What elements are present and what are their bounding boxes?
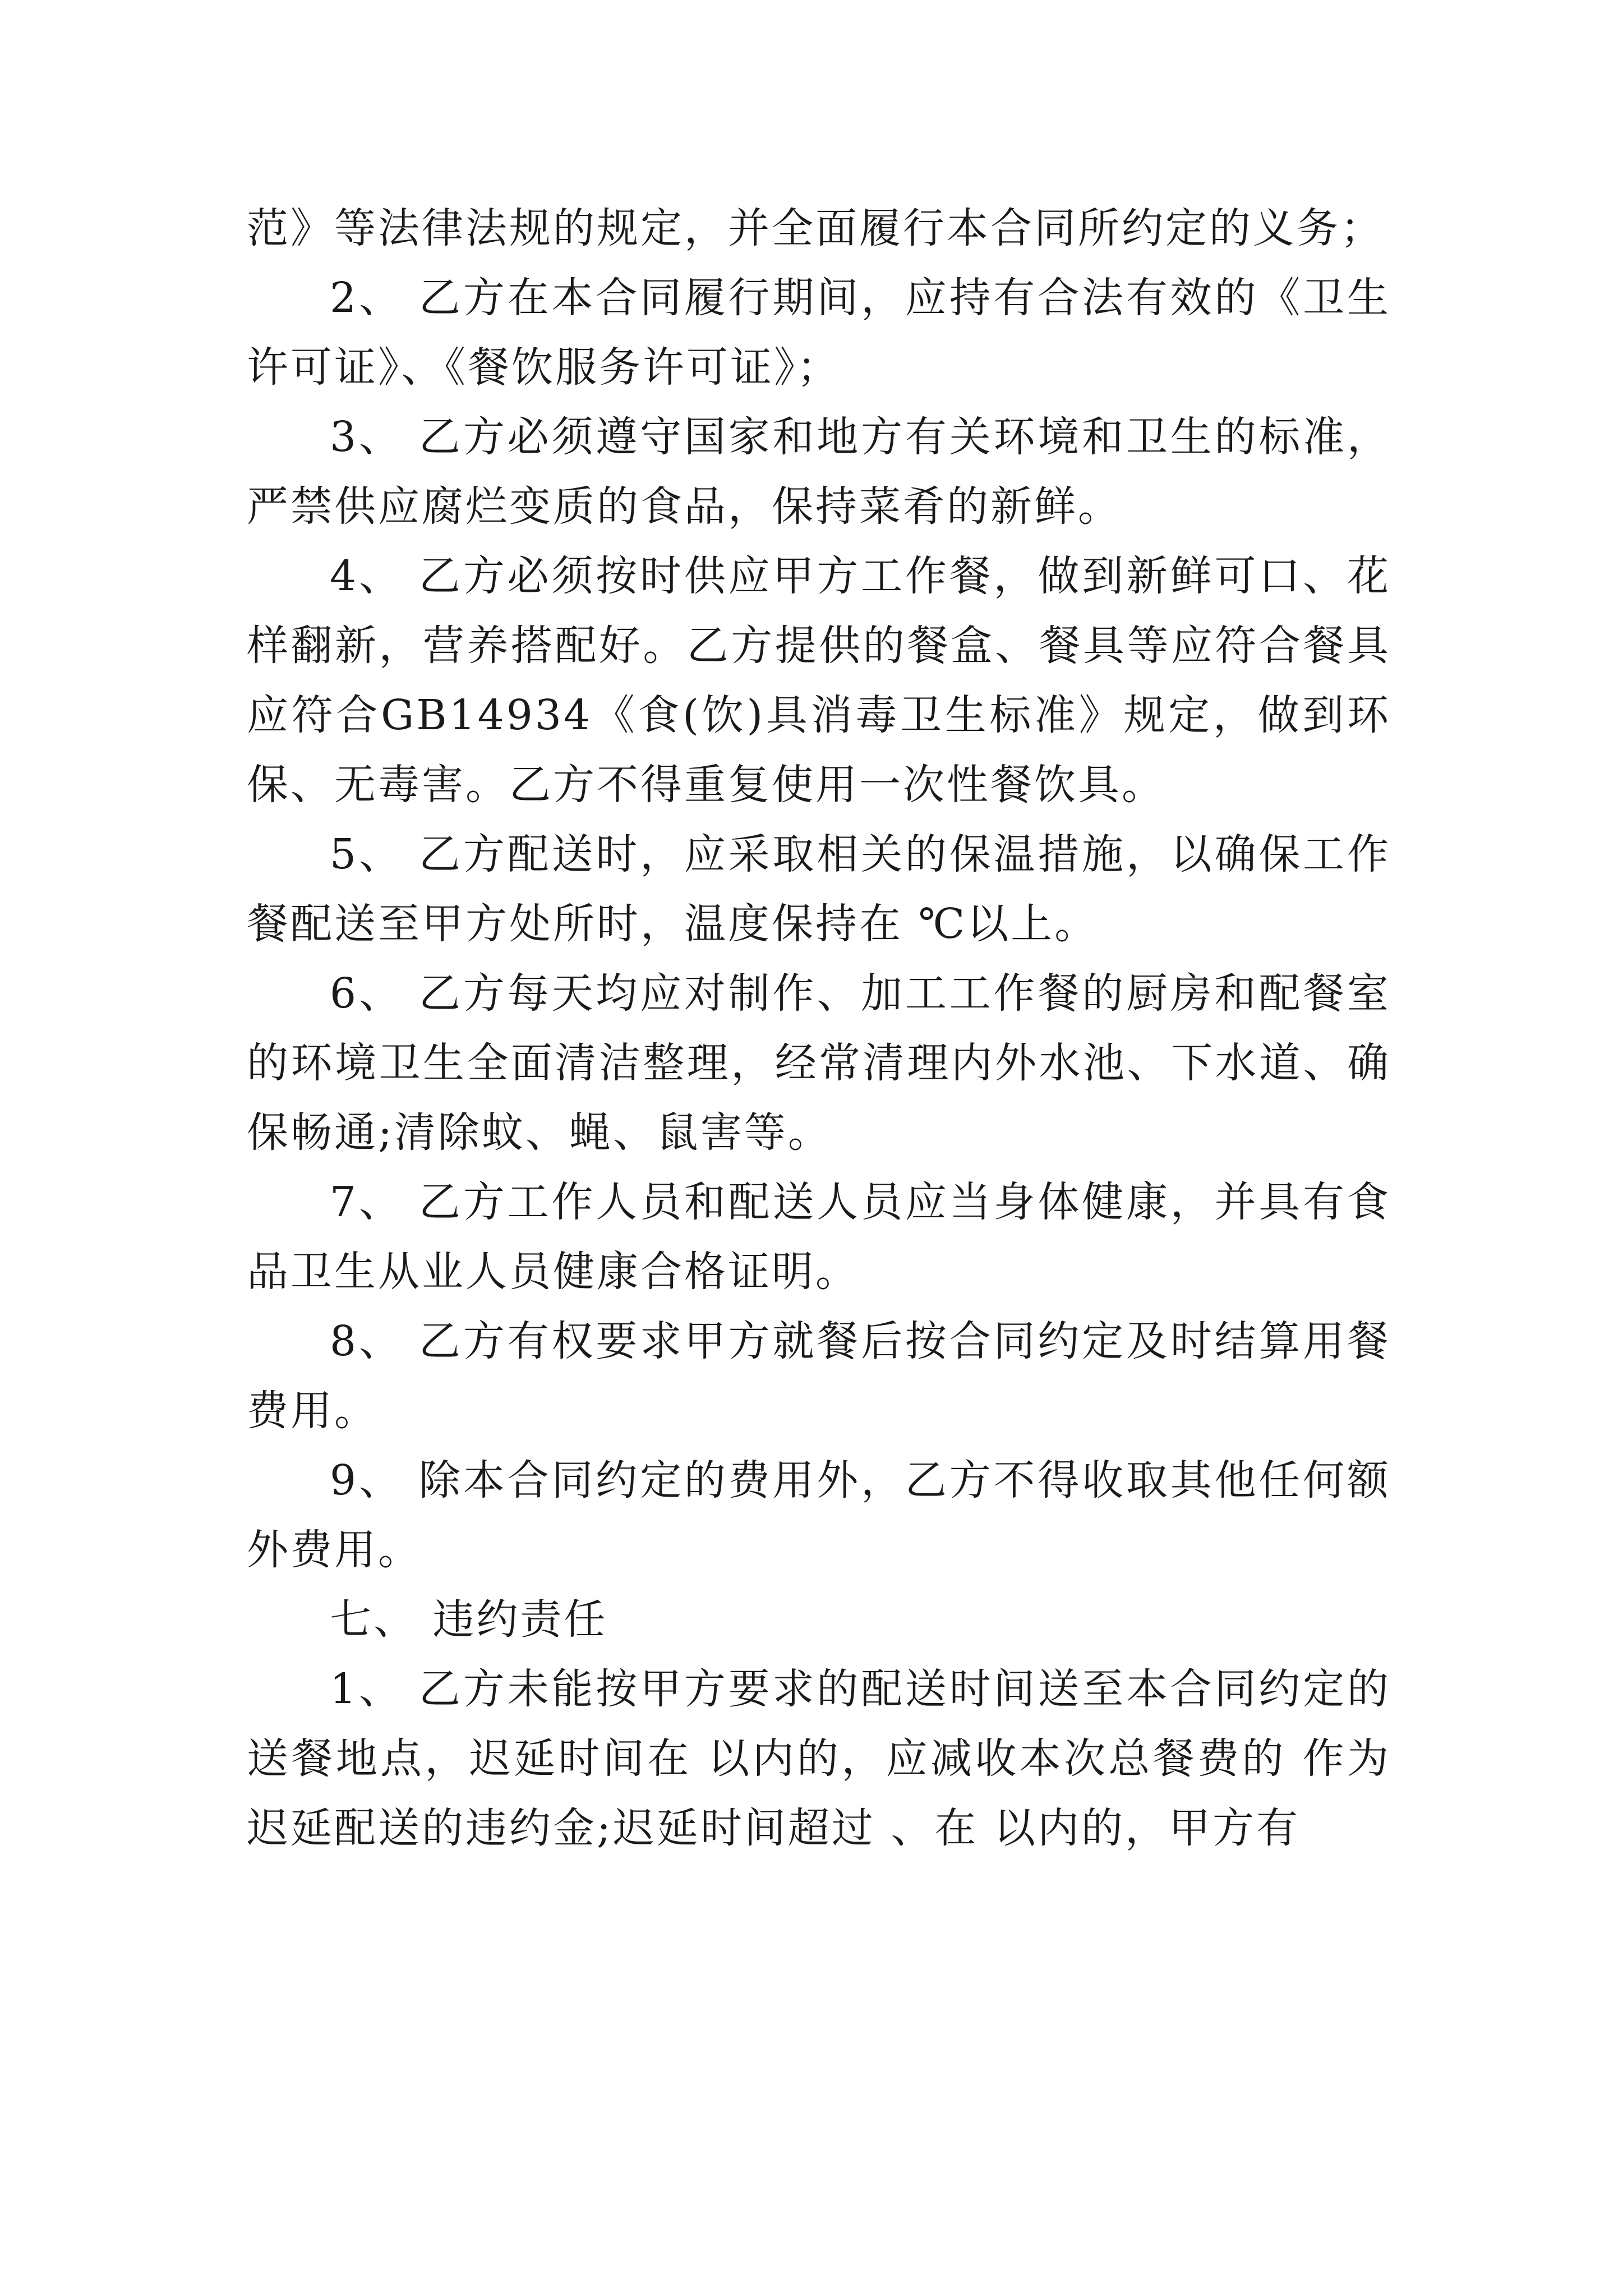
paragraph-clause-6: 6、 乙方每天均应对制作、加工工作餐的厨房和配餐室的环境卫生全面清洁整理，经常清理内外水池、下水道、确保畅通;清除蚊、蝇、鼠害等。 bbox=[247, 969, 1391, 1157]
document-body bbox=[247, 194, 1391, 1863]
section-heading-liability: 七、 违约责任 bbox=[330, 1595, 608, 1644]
paragraph-clause-7: 7、 乙方工作人员和配送人员应当身体健康，并具有食品卫生从业人员健康合格证明。 bbox=[247, 1178, 1391, 1296]
paragraph-liability-clause-1: 1、 乙方未能按甲方要求的配送时间送至本合同约定的送餐地点，迟延时间在 以内的，应减收本次总餐费的 作为迟延配送的违约金;迟延时间超过 、在 以内的，甲方有 bbox=[247, 1665, 1391, 1852]
paragraph-clause-9: 9、 除本合同约定的费用外，乙方不得收取其他任何额外费用。 bbox=[247, 1456, 1391, 1574]
paragraph-clause-8: 8、 乙方有权要求甲方就餐后按合同约定及时结算用餐费用。 bbox=[247, 1317, 1391, 1435]
paragraph-clause-3: 3、 乙方必须遵守国家和地方有关环境和卫生的标准，严禁供应腐烂变质的食品，保持菜肴的新鲜。 bbox=[247, 413, 1391, 531]
paragraph-clause-5: 5、 乙方配送时，应采取相关的保温措施，以确保工作餐配送至甲方处所时，温度保持在 ℃以上。 bbox=[247, 830, 1391, 948]
paragraph-clause-2: 2、 乙方在本合同履行期间，应持有合法有效的《卫生许可证》、《餐饮服务许可证》； bbox=[247, 274, 1391, 392]
paragraph-continuation: 范》等法律法规的规定，并全面履行本合同所约定的义务； bbox=[247, 204, 1384, 252]
paragraph-clause-4: 4、 乙方必须按时供应甲方工作餐，做到新鲜可口、花样翻新，营养搭配好。乙方提供的餐盒、餐具等应符合餐具应符合GB14934《食(饮)具消毒卫生标准》规定，做到环保、无毒害。乙方不得重复使用一次性餐饮具。 bbox=[247, 552, 1391, 809]
